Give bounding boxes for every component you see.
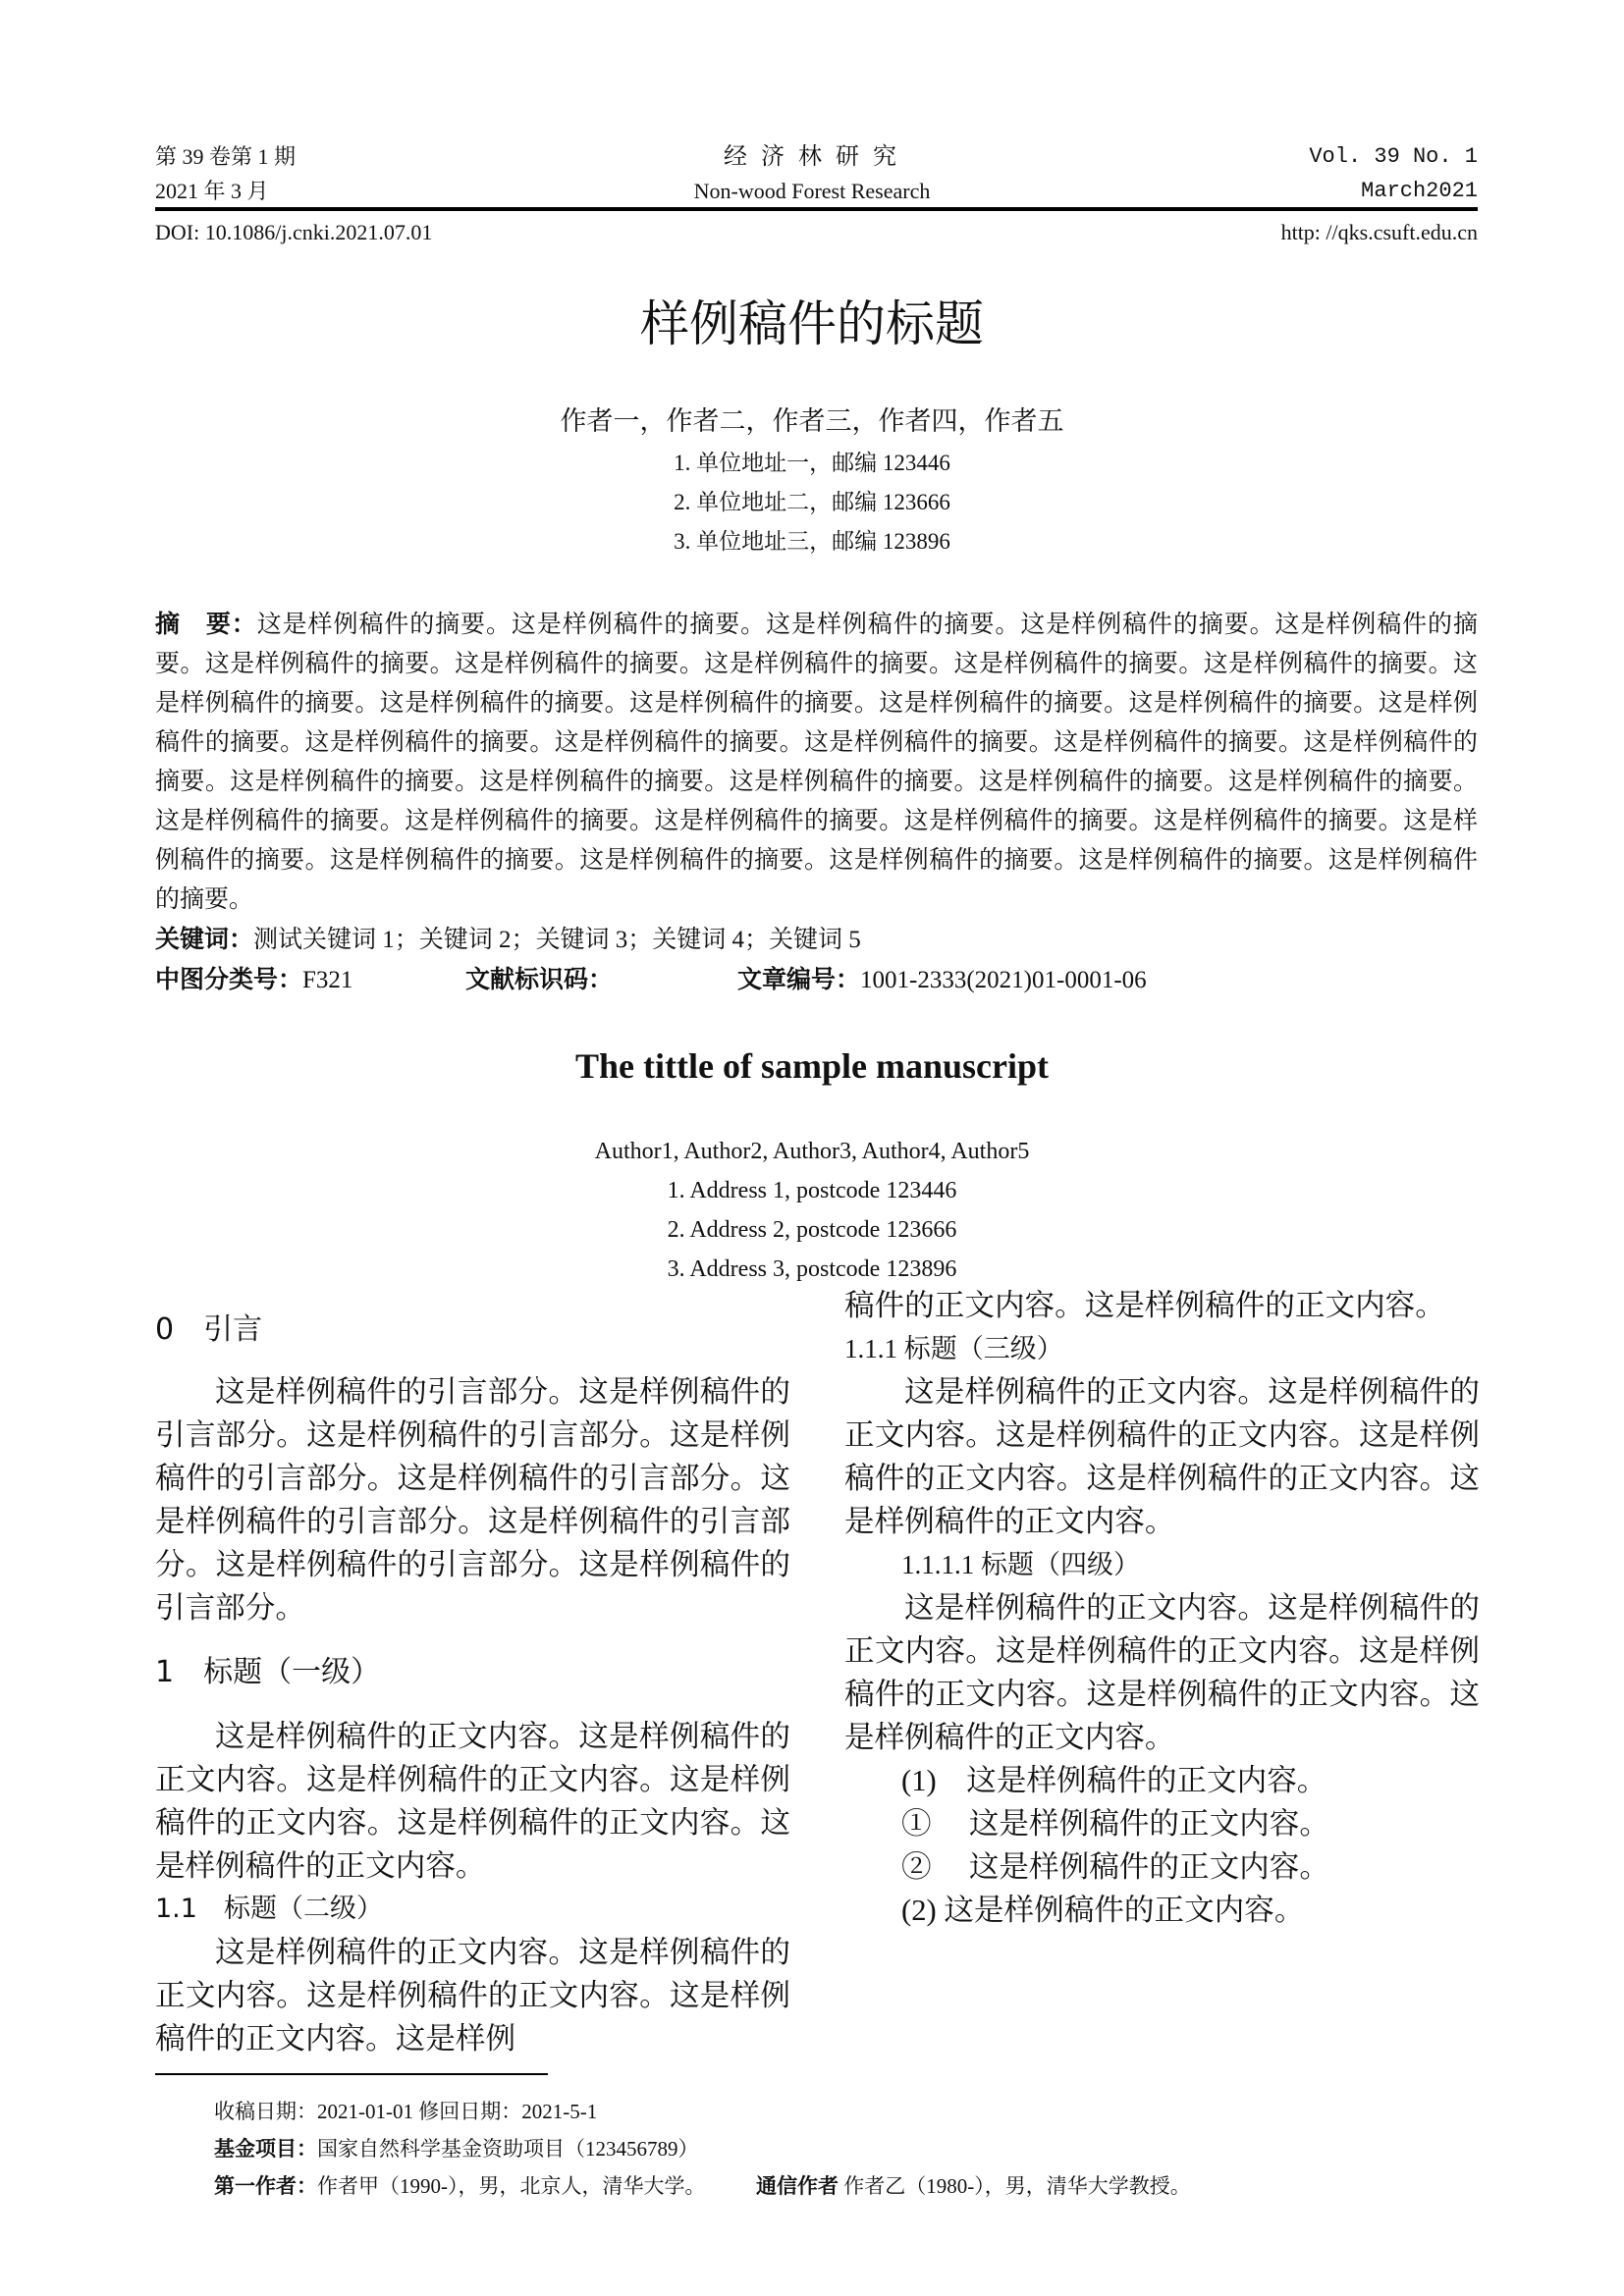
abstract-text: 这是样例稿件的摘要。这是样例稿件的摘要。这是样例稿件的摘要。这是样例稿件的摘要。这是样例稿件的摘要。这是样例稿件的摘要。这是样例稿件的摘要。这是样例稿件的摘要。这是样例稿件的摘要。这是样例稿件的摘要。这是样例稿件的摘要。这是样例稿件的摘要。这是样例稿件的摘要。这是样例稿件的摘要。这是样例稿件的摘要。这是样例稿件的摘要。这是样例稿件的摘要。这是样例稿件的摘要。这是样例稿件的摘要。这是样例稿件的摘要。这是样例稿件的摘要。这是样例稿件的摘要。这是样例稿件的摘要。这是样例稿件的摘要。这是样例稿件的摘要。这是样例稿件的摘要。这是样例稿件的摘要。这是样例稿件的摘要。这是样例稿件的摘要。这是样例稿件的摘要。这是样例稿件的摘要。这是样例稿件的摘要。这是样例稿件的摘要。这是样例稿件的摘要。这是样例稿件的摘要。这是样例稿件的摘要。这是样例稿件的摘要。: [155, 612, 1478, 913]
list-item: ① 这是样例稿件的正文内容。: [901, 1807, 1329, 1841]
first-author-text: 作者甲（1990-），男，北京人，清华大学。: [317, 2174, 706, 2198]
affiliation-en: 2. Address 2, postcode 123666: [667, 1217, 957, 1243]
list-item: ② 这是样例稿件的正文内容。: [901, 1850, 1329, 1884]
paragraph-level2-continued: 稿件的正文内容。这是样例稿件的正文内容。: [844, 1289, 1445, 1322]
footnote-dates: 收稿日期：2021-01-01 修回日期：2021-5-1: [214, 2100, 598, 2123]
paragraph-level1: 这是样例稿件的正文内容。这是样例稿件的正文内容。这是样例稿件的正文内容。这是样例稿件的正文内容。这是样例稿件的正文内容。这是样例稿件的正文内容。: [155, 1720, 790, 1883]
footnote-fund: [214, 2130, 1490, 2167]
heading-introduction: 0 引言: [155, 1312, 263, 1347]
header-rule: [155, 207, 1478, 211]
journal-url[interactable]: http: //qks.csuft.edu.cn: [1280, 220, 1478, 244]
keywords-label: 关键词：: [155, 925, 254, 953]
doi: DOI: 10.1086/j.cnki.2021.07.01: [155, 220, 433, 244]
heading-level4: 1.1.1.1 标题（四级）: [901, 1550, 1140, 1579]
affiliation-cn: 1. 单位地址一，邮编 123446: [674, 451, 950, 475]
corr-label: 通信作者: [756, 2174, 839, 2198]
heading-level2: 1.1 标题（二级）: [155, 1894, 383, 1924]
paragraph-level3: 这是样例稿件的正文内容。这是样例稿件的正文内容。这是样例稿件的正文内容。这是样例稿件的正文内容。这是样例稿件的正文内容。这是样例稿件的正文内容。: [844, 1375, 1480, 1538]
fund-text: 国家自然科学基金资助项目（123456789）: [317, 2137, 699, 2161]
title-en: The tittle of sample manuscript: [575, 1046, 1049, 1086]
classification: [155, 960, 1478, 1000]
abstract-label: 摘 要：: [155, 610, 257, 638]
first-author-label: 第一作者：: [214, 2174, 317, 2198]
clc-label: 中图分类号：: [155, 965, 303, 993]
front-matter: [155, 605, 1478, 1289]
affiliation-cn: 2. 单位地址二，邮编 123666: [674, 490, 950, 514]
article-no-label: 文章编号：: [737, 965, 861, 993]
affiliation-en: 1. Address 1, postcode 123446: [667, 1178, 957, 1203]
header-volume-cn: 第 39 卷第 1 期: [155, 144, 297, 169]
right-column: [844, 1284, 1480, 1932]
affiliation-en: 3. Address 3, postcode 123896: [667, 1256, 957, 1282]
paragraph-level2: 这是样例稿件的正文内容。这是样例稿件的正文内容。这是样例稿件的正文内容。这是样例稿件的正文内容。这是样例: [155, 1936, 790, 2056]
authors-en: Author1, Author2, Author3, Author4, Author5: [594, 1139, 1030, 1164]
authors-cn: 作者一，作者二，作者三，作者四，作者五: [560, 406, 1064, 437]
header-volume-en: Vol. 39 No. 1: [1309, 144, 1478, 169]
clc-value: F321: [302, 967, 353, 993]
article-no-value: 1001-2333(2021)01-0001-06: [860, 967, 1147, 993]
list-item: (1) 这是样例稿件的正文内容。: [901, 1764, 1327, 1797]
keywords: [155, 920, 1478, 960]
footnote-corresponding-author: [756, 2167, 1191, 2205]
english-front-matter: [0, 1041, 1624, 1289]
header-journal-en: Non-wood Forest Research: [693, 179, 931, 203]
header-journal-cn: 经 济 林 研 究: [724, 144, 900, 170]
paragraph-level4: 这是样例稿件的正文内容。这是样例稿件的正文内容。这是样例稿件的正文内容。这是样例稿件的正文内容。这是样例稿件的正文内容。这是样例稿件的正文内容。: [844, 1591, 1480, 1754]
heading-level3: 1.1.1 标题（三级）: [844, 1334, 1063, 1363]
title-cn: 样例稿件的标题: [640, 295, 984, 352]
header-date-cn: 2021 年 3 月: [155, 179, 269, 203]
footnotes: [214, 2093, 1490, 2205]
fund-label: 基金项目：: [214, 2137, 317, 2161]
footnote-rule: [155, 2073, 548, 2075]
keywords-text: 测试关键词 1；关键词 2；关键词 3；关键词 4；关键词 5: [253, 927, 861, 953]
footnote-authors: [214, 2167, 1490, 2205]
paragraph-introduction: 这是样例稿件的引言部分。这是样例稿件的引言部分。这是样例稿件的引言部分。这是样例稿件的引言部分。这是样例稿件的引言部分。这是样例稿件的引言部分。这是样例稿件的引言部分。这是样例稿件的引言部分。这是样例稿件的引言部分。: [155, 1375, 790, 1625]
affiliation-cn: 3. 单位地址三，邮编 123896: [674, 529, 950, 554]
footnote-first-author: [214, 2167, 756, 2205]
abstract: [155, 605, 1478, 920]
header-date-en: March2021: [1361, 179, 1478, 203]
heading-level1: 1 标题（一级）: [155, 1655, 381, 1689]
corr-text: 作者乙（1980-），男，清华大学教授。: [839, 2174, 1191, 2198]
doc-code-label: 文献标识码：: [465, 965, 614, 993]
left-column: [155, 1308, 790, 2060]
list-item: (2) 这是样例稿件的正文内容。: [901, 1894, 1305, 1927]
